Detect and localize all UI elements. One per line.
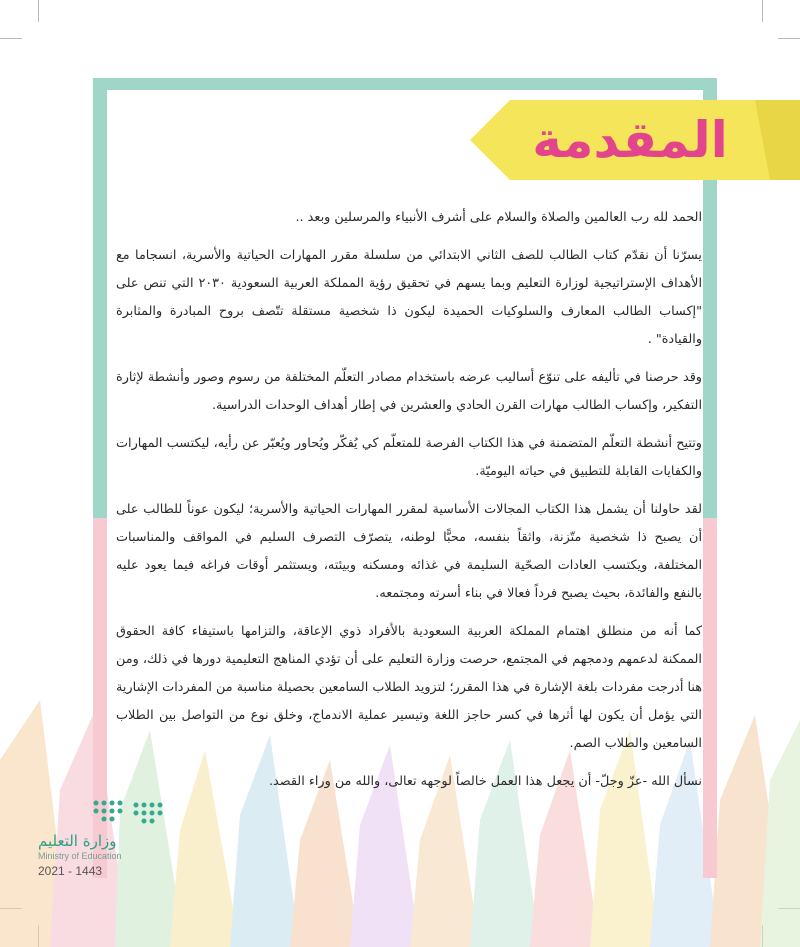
page-title: المقدمة — [532, 111, 728, 169]
crop-mark — [0, 38, 22, 39]
crop-mark — [762, 0, 763, 22]
crop-mark — [778, 38, 800, 39]
frame-right-band-bottom — [703, 518, 717, 878]
paragraph: نسأل الله -عزّ وجلّ- أن يجعل هذا العمل خالصاً لوجهه تعالى، والله من وراء القصد. — [268, 774, 702, 789]
ministry-name-en: Ministry of Education — [38, 851, 122, 861]
frame-top-band — [93, 78, 717, 90]
ministry-logo — [38, 795, 188, 905]
paragraph: الحمد لله رب العالمين والصلاة والسلام على أشرف الأنبياء والمرسلين وبعد .. — [295, 210, 702, 225]
introduction-text — [116, 204, 702, 806]
ministry-dots-icon — [88, 795, 188, 829]
frame-left-band-top — [93, 78, 107, 518]
paragraph: وقد حرصنا في تأليفه على تنوّع أساليب عرضه باستخدام مصادر التعلّم المختلفة من رسوم وصور وأنشطة لإثارة التفكير، وإكساب الطالب مهارات القرن الحادي والعشرين في إطار أهداف الوحدات الدراسية. — [116, 370, 702, 413]
paragraph: كما أنه من منطلق اهتمام المملكة العربية السعودية بالأفراد ذوي الإعاقة، والتزامها باستيفاء كافة الحقوق الممكنة لدعمهم ودمجهم في المجتمع، حرصت وزارة التعليم على أن تؤدي المناهج التعليمية دورها في ذلك، ومن هنا أدرجت مفردات بلغة الإشارة في هذا المقرر؛ لتزويد الطلاب السامعين بحصيلة مناسبة من المفردات الإشارية التي يؤمل أن يكون لها أثرها في كسر حاجز اللغة وتيسير عملية الاندماج، وخلق نوع من التواصل بين الطلاب السامعين والطلاب الصم. — [116, 624, 702, 751]
paragraph: يسرّنا أن نقدّم كتاب الطالب للصف الثاني الابتدائي من سلسلة مقرر المهارات الحياتية والأسرية، انسجاما مع الأهداف الإستراتيجية لوزارة التعليم وبما يسهم في تحقيق رؤية المملكة العربية السعودية ٢٠٣٠ التي تنص على "إكساب الطالب المعارف والسلوكيات الحميدة ليكون ذا شخصية مستقلة تتّصف بروح المبادرة والمثابرة والقيادة" . — [116, 248, 702, 347]
paragraph: وتتيح أنشطة التعلّم المتضمنة في هذا الكتاب الفرصة للمتعلّم كي يُفكّر ويُحاور ويُعبّر عن رأيه، ليكتسب المهارات والكفايات القابلة للتطبيق في حياته اليوميّة. — [116, 436, 702, 479]
paragraph: لقد حاولنا أن يشمل هذا الكتاب المجالات الأساسية لمقرر المهارات الحياتية والأسرية؛ ليكون عوناً للطالب على أن يصبح ذا شخصية متّزنة، واثقاً بنفسه، محبًّا لوطنه، يتصرّف التصرف السليم في المواقف والمناسبات المختلفة، ويكتسب العادات الصحّية السليمة في غذائه ومسكنه وبيئته، ويستثمر أوقات فراغه فيما يعود عليه بالنفع والفائدة، بحيث يصبح فرداً فعالا في بناء أسرته ومجتمعه. — [116, 502, 702, 601]
crop-mark — [38, 0, 39, 22]
edition-year: 2021 - 1443 — [38, 864, 103, 878]
ministry-name-ar: وزارة التعليم — [38, 832, 117, 850]
